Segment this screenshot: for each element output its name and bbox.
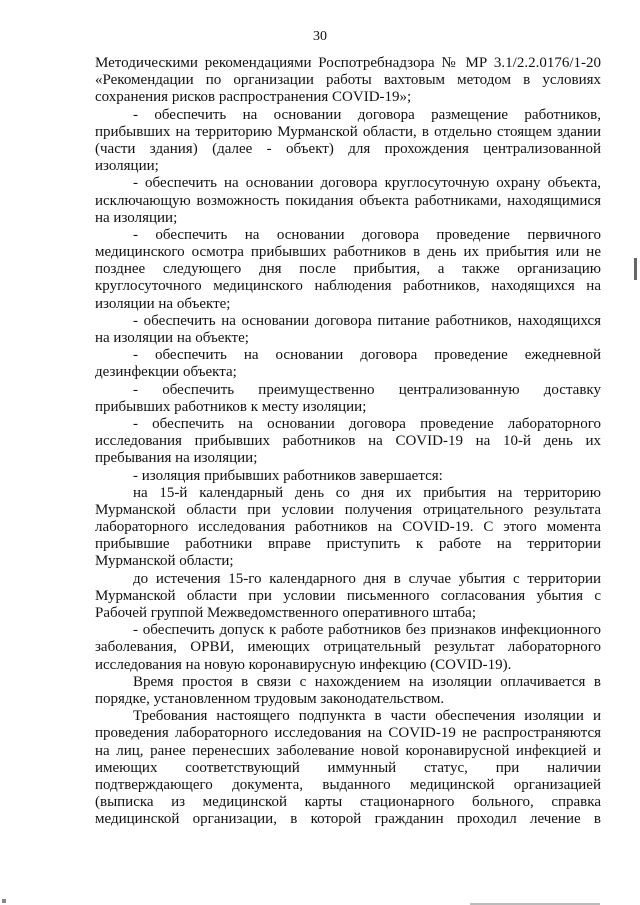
page-number: 30	[313, 29, 327, 44]
text-line: - обеспечить преимущественно централизованную доставку	[133, 381, 601, 398]
scan-artifact	[634, 258, 637, 280]
text-line: Мурманской области при условии письменного согласования убытия с	[95, 587, 601, 604]
text-line: - обеспечить на основании договора проведение первичного	[133, 226, 601, 243]
text-line: медицинской организации, в которой гражданин проходил лечение в	[95, 811, 601, 828]
text-line: исследования на новую коронавирусную инфекцию (COVID-19).	[95, 656, 512, 673]
text-line: имеющих соответствующий иммунный статус, при наличии	[95, 759, 601, 776]
text-line: дезинфекции объекта;	[95, 364, 237, 381]
text-line: прибывших на территорию Мурманской области, в отдельно стоящем здании	[95, 123, 601, 140]
text-line: Рабочей группой Межведомственного оперативного штаба;	[95, 605, 476, 621]
text-line: - обеспечить допуск к работе работников без признаков инфекционного	[133, 622, 601, 639]
text-line: порядке, установленном трудовым законодательством.	[95, 690, 445, 707]
text-line: на изоляции;	[95, 209, 178, 226]
text-line: проведения лабораторного исследования на COVID-19 не распространяются	[95, 725, 601, 742]
text-line: на лиц, ранее перенесших заболевание новой коронавирусной инфекцией и	[95, 742, 601, 759]
text-line: (части здания) (далее - объект) для прохождения централизованной	[95, 140, 601, 157]
body-text	[95, 55, 601, 828]
scan-artifact	[2, 899, 6, 903]
text-line: Мурманской области;	[95, 553, 234, 570]
text-line: «Рекомендации по организации работы вахтовым методом в условиях	[95, 72, 601, 89]
text-line: пребывания на изоляции;	[95, 450, 258, 467]
text-line: медицинского осмотра прибывших работников в день их прибытия или не	[95, 244, 601, 261]
text-line: исследования прибывших работников на COVID-19 на 10-й день их	[95, 433, 601, 450]
text-line: прибывшие работники вправе приступить к работе на территории	[95, 536, 601, 553]
text-line: лабораторного исследования работников на COVID-19. С этого момента	[95, 519, 601, 536]
text-line: Мурманской области при условии получения отрицательного результата	[95, 501, 601, 518]
text-line: заболевания, ОРВИ, имеющих отрицательный результат лабораторного	[95, 639, 601, 656]
text-line: - обеспечить на основании договора проведение ежедневной	[133, 347, 601, 364]
text-line: позднее следующего дня после прибытия, а также организацию	[95, 261, 601, 278]
text-line: - обеспечить на основании договора проведение лабораторного	[133, 415, 601, 432]
text-line: до истечения 15-го календарного дня в случае убытия с территории	[133, 570, 601, 587]
text-line: - обеспечить на основании договора питание работников, находящихся	[133, 312, 601, 329]
text-line: исключающую возможность покидания объекта работниками, находящимися	[95, 192, 601, 209]
text-line: - изоляция прибывших работников завершается:	[133, 467, 443, 484]
text-line: сохранения рисков распространения COVID-19»;	[95, 89, 412, 106]
text-line: подтверждающего документа, выданного медицинской организацией	[95, 776, 601, 793]
text-line: Время простоя в связи с нахождением на изоляции оплачивается в	[133, 673, 601, 690]
text-line: Требования настоящего подпункта в части обеспечения изоляции и	[133, 708, 601, 725]
text-line: круглосуточного медицинского наблюдения работников, находящихся на	[95, 278, 601, 295]
text-line: изоляции;	[95, 158, 159, 175]
text-line: на изоляции на объекте;	[95, 330, 249, 346]
text-line: Методическими рекомендациями Роспотребнадзора № МР 3.1/2.2.0176/1-20	[95, 55, 601, 71]
text-line: - обеспечить на основании договора круглосуточную охрану объекта,	[133, 175, 601, 192]
text-line: прибывших работников к месту изоляции;	[95, 398, 367, 415]
text-line: изоляции на объекте;	[95, 295, 231, 312]
text-line: (выписка из медицинской карты стационарного больного, справка	[95, 794, 601, 811]
text-line: на 15-й календарный день со дня их прибытия на территорию	[133, 484, 601, 501]
text-line: - обеспечить на основании договора размещение работников,	[133, 106, 601, 123]
